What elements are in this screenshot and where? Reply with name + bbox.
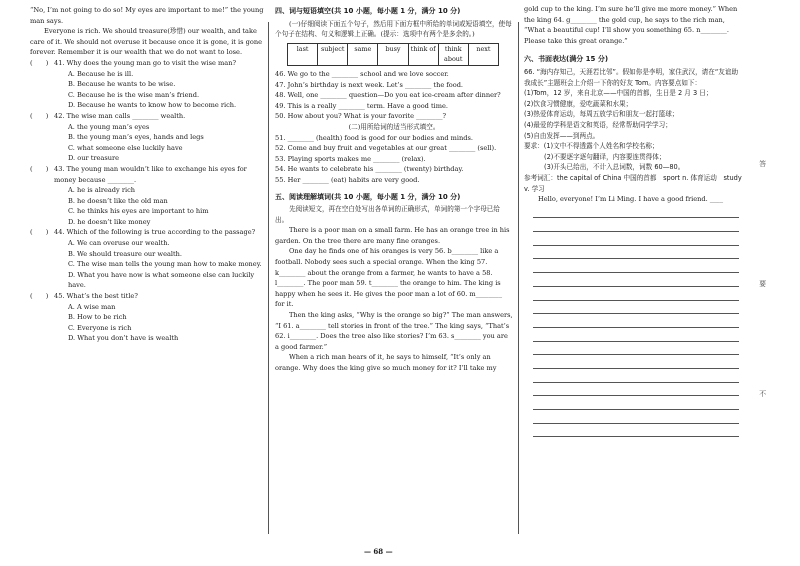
answer-option[interactable]: B. How to be rich <box>68 313 127 322</box>
answer-bracket[interactable]: ( ) <box>30 292 49 301</box>
word-box <box>287 43 499 66</box>
question-text: 45. What’s the best title? <box>54 292 138 301</box>
writing-line[interactable] <box>533 314 739 328</box>
answer-option[interactable]: A. We can overuse our wealth. <box>68 239 170 248</box>
section-4-part2: (二)用所给词的适当形式填空。 <box>348 122 440 131</box>
answer-option[interactable]: B. he doesn’t like the old man <box>68 196 168 205</box>
passage <box>275 225 513 373</box>
passage-end: gold cup to the king. I’m sure he’ll give me more money.” When the king 64. g________ the gold cup, he says to the rich man, “What a beautiful cup! I’ll show you something 65. n________. Please take this great orange.” <box>524 5 738 45</box>
right-column <box>524 0 742 437</box>
answer-lines <box>524 205 742 438</box>
left-column <box>30 0 264 344</box>
fill-item[interactable]: 47. John’s birthday is next week. Let’s ________ the food. <box>275 80 464 89</box>
page-number: — 68 — <box>364 547 393 556</box>
answer-option[interactable]: D. our treasure <box>68 154 120 163</box>
word-box-item: think of <box>409 44 439 65</box>
question-text: 43. The young man wouldn’t like to exchange his eyes for money because ________. <box>54 164 247 184</box>
fill-item[interactable]: 54. He wants to celebrate his ________ (twenty) birthday. <box>275 165 464 174</box>
question-stem <box>30 111 264 122</box>
writing-line[interactable] <box>533 246 739 260</box>
writing-line[interactable] <box>533 301 739 315</box>
column-divider <box>268 22 269 534</box>
answer-option[interactable]: A. A wise man <box>68 302 116 311</box>
column-divider <box>518 22 519 534</box>
word-box-item: next <box>476 44 491 53</box>
question-text: 44. Which of the following is true according to the passage? <box>54 228 256 237</box>
question-text: 41. Why does the young man go to visit the wise man? <box>54 58 236 67</box>
answer-option[interactable]: D. What you have now is what someone else can luckily have. <box>68 270 255 290</box>
section-5-instructions: 先阅读短文，再在空白处写出各单词的正确形式，单词的第一个字母已给出。 <box>275 205 500 224</box>
binding-mark: 要 <box>758 280 767 287</box>
word-box-item: same <box>348 44 378 65</box>
requirement-item: (2)不要逐字逐句翻译，内容要连贯得体； <box>544 152 666 161</box>
writing-line[interactable] <box>533 287 739 301</box>
answer-option[interactable]: A. Because he is ill. <box>68 69 134 78</box>
word-box-item: subject <box>318 44 348 65</box>
fill-item[interactable]: 51. ________ (health) food is good for our bodies and minds. <box>275 133 473 142</box>
writing-line[interactable] <box>533 369 739 383</box>
passage-paragraph: When a rich man hears of it, he says to himself, “It’s only an orange. Why does the king give so much money for it? I’ll take my <box>275 353 497 372</box>
answer-option[interactable]: C. Because he is the wise man’s friend. <box>68 90 200 99</box>
content-point: (1)Tom，12 岁，来自北京——中国的首都，生日是 2 月 3 日； <box>524 89 713 98</box>
passage-paragraph: Then the king asks, “Why is the orange so big?” The man answers, “I 61. a________ tell stories in front of the tree.” The king says, “That’s 62. i________. Does the tree also like stories? I’m 63. s________ you are a good farmer.” <box>275 311 513 351</box>
word-box-item: last <box>288 44 318 65</box>
passage-paragraph: There is a poor man on a small farm. He has an orange tree in his garden. On the tree there are many fine oranges. <box>275 226 510 245</box>
answer-option[interactable]: D. Because he wants to know how to become rich. <box>68 101 237 110</box>
requirement-item: (3)开头已给出，不计入总词数，词数 60—80。 <box>544 163 685 172</box>
word-box-item: busy <box>378 44 408 65</box>
answer-option[interactable]: B. Because he wants to be wise. <box>68 80 176 89</box>
middle-column <box>275 0 513 374</box>
binding-mark: 答 <box>758 160 767 167</box>
answer-option[interactable]: D. he doesn’t like money <box>68 217 151 226</box>
word-box-item: think about <box>439 44 469 65</box>
fill-item[interactable]: 49. This is a really ________ term. Have a good time. <box>275 101 448 110</box>
intro-paragraph: “No, I’m not going to do so! My eyes are important to me!” the young man says. <box>30 6 264 25</box>
writing-line[interactable] <box>533 232 739 246</box>
content-point: (4)最爱的学科是语文和英语，经常帮助同学学习； <box>524 120 672 129</box>
intro-paragraph: Everyone is rich. We should treasure(珍惜) our wealth, and take care of it. We should not overuse it because once it is gone, it is gone forever. Remember it is our wealth that we do not want to lose. <box>30 27 262 57</box>
section-6-title: 六、书面表达(满分 15 分) <box>524 55 609 64</box>
question-stem <box>30 291 264 302</box>
writing-line[interactable] <box>533 328 739 342</box>
fill-list-2 <box>275 133 513 186</box>
writing-line[interactable] <box>533 410 739 424</box>
binding-mark: 不 <box>758 390 767 397</box>
writing-line[interactable] <box>533 424 739 438</box>
fill-item[interactable]: 53. Playing sports makes me ________ (relax). <box>275 154 426 163</box>
answer-option[interactable]: B. the young man’s eyes, hands and legs <box>68 133 204 142</box>
answer-option[interactable]: B. We should treasure our wealth. <box>68 249 183 258</box>
writing-line[interactable] <box>533 342 739 356</box>
answer-bracket[interactable]: ( ) <box>30 58 49 67</box>
question-stem <box>30 227 264 238</box>
content-point: (3)热爱体育运动，每周五放学后和朋友一起打篮球； <box>524 110 679 119</box>
requirements-list <box>524 152 742 173</box>
writing-line[interactable] <box>533 259 739 273</box>
writing-task: 66. “海内存知己，天涯若比邻”。假如你是李明，家住武汉，请在“友谊助我成长”主题班会上介绍一下你的好友 Tom。内容要点如下： <box>524 67 739 87</box>
point-list <box>524 88 742 141</box>
content-point: (2)饮食习惯健康，爱吃蔬菜和水果； <box>524 99 633 108</box>
answer-option[interactable]: C. The wise man tells the young man how to make money. <box>68 260 262 269</box>
fill-list-1 <box>275 69 513 122</box>
answer-option[interactable]: C. Everyone is rich <box>68 323 132 332</box>
writing-line[interactable] <box>533 273 739 287</box>
passage-paragraph: One day he finds one of his oranges is very 56. b________ like a football. Nobody sees such a special orange. When the king 57. k________ about the orange from a farmer, he wants to have a 58. l________. The poor man 59. t________ the orange to him. The king is happy when he sees it. He gives the poor man a lot of 60. m________ for it. <box>275 247 503 309</box>
answer-option[interactable]: C. he thinks his eyes are important to him <box>68 207 209 216</box>
fill-item[interactable]: 55. Her ________ (eat) habits are very good. <box>275 175 420 184</box>
essay-opening: Hello, everyone! I’m Li Ming. I have a good friend. ____ <box>538 195 724 204</box>
fill-item[interactable]: 52. Come and buy fruit and vegetables at our great ________ (sell). <box>275 144 497 153</box>
fill-item[interactable]: 50. How about you? What is your favorite ________? <box>275 112 447 121</box>
question-text: 42. The wise man calls ________ wealth. <box>54 111 186 120</box>
writing-line[interactable] <box>533 383 739 397</box>
answer-option[interactable]: D. What you don’t have is wealth <box>68 334 179 343</box>
answer-bracket[interactable]: ( ) <box>30 111 49 120</box>
requirements-title: 要求：(1)文中不得透露个人姓名和学校名称； <box>524 142 659 151</box>
writing-line[interactable] <box>533 396 739 410</box>
section-4-instructions: (一)仔细阅读下面五个句子，然后用下面方框中所给的单词或短语填空，使每个句子在结构、句义和逻辑上正确。(提示：选项中有两个是多余的。) <box>275 19 512 39</box>
section-5-title: 五、阅读理解填词(共 10 小题，每小题 1 分，满分 10 分) <box>275 192 461 201</box>
answer-option[interactable]: A. he is already rich <box>68 186 136 195</box>
question-stem <box>30 58 264 69</box>
fill-item[interactable]: 48. Well, one ________ question—Do you eat ice-cream after dinner? <box>275 91 501 100</box>
reference-words: 参考词汇：the capital of China 中国的首都 sport n. 体育运动 study v. 学习 <box>524 173 742 193</box>
content-point: (5)自由发挥——到两点。 <box>524 131 600 140</box>
section-4-title: 四、词与短语填空(共 10 小题，每小题 1 分，满分 10 分) <box>275 7 461 15</box>
question-stem <box>30 164 264 185</box>
writing-line[interactable] <box>533 218 739 232</box>
answer-bracket[interactable]: ( ) <box>30 164 49 173</box>
answer-option[interactable]: C. what someone else luckily have <box>68 143 183 152</box>
fill-item[interactable]: 46. We go to the ________ school and we love soccer. <box>275 69 449 78</box>
question-list <box>30 58 264 344</box>
answer-bracket[interactable]: ( ) <box>30 228 49 237</box>
answer-option[interactable]: A. the young man’s eyes <box>68 122 150 131</box>
writing-line[interactable] <box>533 205 739 219</box>
writing-line[interactable] <box>533 355 739 369</box>
